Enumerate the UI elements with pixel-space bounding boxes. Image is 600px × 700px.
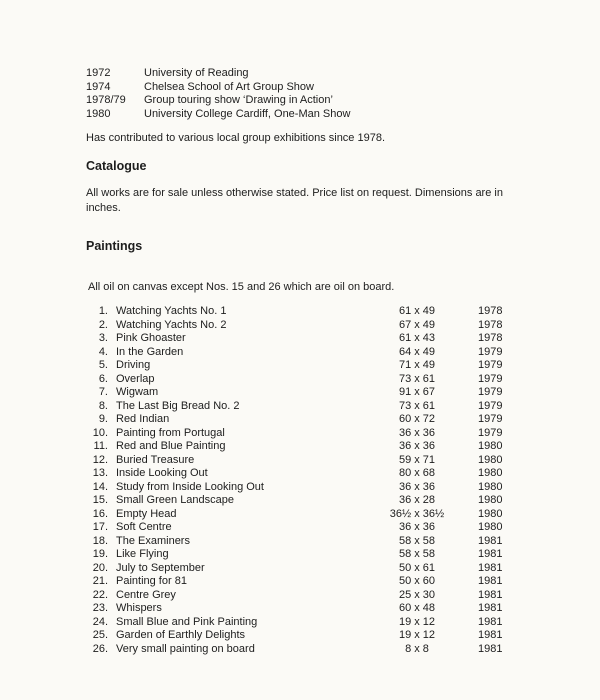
painting-number: 6. bbox=[98, 372, 108, 385]
painting-dimensions: 61 x 49 bbox=[398, 305, 436, 317]
painting-year: 1978 bbox=[478, 318, 503, 331]
exhibition-text: University College Cardiff, One-Man Show bbox=[144, 107, 351, 120]
painting-title: Driving bbox=[116, 359, 151, 371]
painting-dimensions: 36 x 36 bbox=[398, 480, 436, 493]
painting-number: 8. bbox=[98, 399, 108, 412]
painting-title: Empty Head bbox=[116, 507, 177, 520]
painting-title: Like Flying bbox=[116, 548, 169, 560]
painting-title: Small Green Landscape bbox=[116, 494, 235, 506]
painting-row bbox=[86, 521, 526, 535]
contributed-note: Has contributed to various local group exhibitions since 1978. bbox=[86, 132, 386, 144]
painting-title: Red and Blue Painting bbox=[116, 440, 226, 452]
painting-dimensions: 36 x 28 bbox=[398, 494, 436, 506]
painting-year: 1980 bbox=[478, 453, 503, 466]
painting-year: 1978 bbox=[478, 332, 503, 344]
painting-row bbox=[86, 575, 526, 589]
painting-dimensions: 36 x 36 bbox=[398, 521, 436, 533]
exhibition-text: University of Reading bbox=[144, 67, 249, 79]
painting-row bbox=[86, 440, 526, 454]
painting-row bbox=[86, 602, 526, 616]
painting-dimensions: 36 x 36 bbox=[398, 440, 436, 452]
exhibition-text: Chelsea School of Art Group Show bbox=[144, 80, 314, 93]
painting-number: 17. bbox=[92, 521, 108, 533]
painting-title: Red Indian bbox=[116, 413, 170, 425]
painting-number: 11. bbox=[93, 440, 108, 452]
painting-year: 1979 bbox=[478, 426, 503, 439]
catalogue-note: All works are for sale unless otherwise stated. Price list on request. Dimensions are in inches. bbox=[86, 187, 503, 214]
painting-title: Centre Grey bbox=[116, 588, 176, 601]
painting-year: 1981 bbox=[478, 534, 503, 547]
painting-row bbox=[86, 535, 526, 549]
painting-title: Buried Treasure bbox=[116, 453, 195, 466]
painting-number: 26. bbox=[92, 642, 108, 655]
painting-dimensions: 50 x 60 bbox=[398, 575, 436, 587]
painting-dimensions: 60 x 48 bbox=[398, 602, 436, 614]
painting-dimensions: 60 x 72 bbox=[398, 413, 436, 425]
painting-year: 1979 bbox=[478, 359, 503, 371]
painting-row bbox=[86, 373, 526, 387]
painting-title: Watching Yachts No. 2 bbox=[116, 318, 227, 331]
painting-dimensions: 61 x 43 bbox=[398, 332, 436, 344]
painting-title: Garden of Earthly Delights bbox=[116, 629, 246, 641]
painting-number: 23. bbox=[92, 602, 108, 614]
painting-year: 1980 bbox=[478, 507, 503, 520]
painting-dimensions: 67 x 49 bbox=[398, 318, 436, 331]
painting-year: 1979 bbox=[478, 399, 503, 412]
exhibition-year: 1974 bbox=[86, 80, 111, 93]
painting-row bbox=[86, 319, 526, 333]
painting-row bbox=[86, 305, 526, 319]
painting-row bbox=[86, 589, 526, 603]
exhibition-row bbox=[86, 94, 350, 108]
painting-row bbox=[86, 400, 526, 414]
painting-year: 1981 bbox=[478, 629, 503, 641]
painting-number: 9. bbox=[98, 413, 108, 425]
painting-row bbox=[86, 643, 526, 657]
painting-year: 1979 bbox=[478, 413, 503, 425]
painting-dimensions: 19 x 12 bbox=[398, 629, 436, 641]
painting-number: 19. bbox=[92, 548, 108, 560]
painting-number: 7. bbox=[98, 386, 108, 398]
painting-year: 1981 bbox=[478, 602, 503, 614]
painting-dimensions: 25 x 30 bbox=[398, 588, 436, 601]
painting-number: 14. bbox=[92, 480, 108, 493]
exhibition-row bbox=[86, 67, 350, 81]
painting-year: 1980 bbox=[478, 440, 503, 452]
painting-number: 21. bbox=[92, 575, 108, 587]
painting-title: Small Blue and Pink Painting bbox=[116, 615, 258, 628]
painting-title: Painting from Portugal bbox=[116, 426, 225, 439]
painting-title: Pink Ghoaster bbox=[116, 332, 186, 344]
painting-number: 25. bbox=[92, 629, 108, 641]
painting-year: 1981 bbox=[478, 561, 503, 574]
exhibition-year: 1972 bbox=[86, 67, 111, 79]
painting-dimensions: 64 x 49 bbox=[398, 345, 436, 358]
painting-dimensions: 73 x 61 bbox=[398, 372, 436, 385]
painting-number: 13. bbox=[92, 467, 108, 479]
paintings-note: All oil on canvas except Nos. 15 and 26 which are oil on board. bbox=[88, 281, 395, 293]
painting-title: The Examiners bbox=[116, 534, 190, 547]
painting-row bbox=[86, 346, 526, 360]
painting-dimensions: 36½ x 36½ bbox=[389, 507, 445, 520]
painting-row bbox=[86, 454, 526, 468]
painting-dimensions: 91 x 67 bbox=[398, 386, 436, 398]
painting-row bbox=[86, 548, 526, 562]
painting-row bbox=[86, 386, 526, 400]
painting-year: 1980 bbox=[478, 494, 503, 506]
painting-year: 1980 bbox=[478, 521, 503, 533]
painting-year: 1979 bbox=[478, 345, 503, 358]
painting-title: Very small painting on board bbox=[116, 642, 255, 655]
painting-row bbox=[86, 332, 526, 346]
exhibition-row bbox=[86, 108, 350, 122]
painting-number: 20. bbox=[92, 561, 108, 574]
painting-dimensions: 58 x 58 bbox=[398, 534, 436, 547]
painting-year: 1981 bbox=[478, 575, 503, 587]
painting-number: 16. bbox=[92, 507, 108, 520]
exhibition-year: 1978/79 bbox=[86, 94, 126, 106]
painting-number: 22. bbox=[92, 588, 108, 601]
painting-title: The Last Big Bread No. 2 bbox=[116, 399, 240, 412]
painting-year: 1979 bbox=[478, 372, 503, 385]
painting-dimensions: 73 x 61 bbox=[398, 399, 436, 412]
painting-year: 1981 bbox=[478, 548, 503, 560]
painting-row bbox=[86, 616, 526, 630]
painting-row bbox=[86, 413, 526, 427]
painting-row bbox=[86, 359, 526, 373]
painting-number: 5. bbox=[98, 359, 108, 371]
painting-dimensions: 80 x 68 bbox=[398, 467, 436, 479]
painting-dimensions: 59 x 71 bbox=[398, 453, 436, 466]
paintings-heading: Paintings bbox=[86, 239, 143, 253]
painting-year: 1980 bbox=[478, 467, 503, 479]
painting-title: July to September bbox=[116, 561, 205, 574]
painting-row bbox=[86, 427, 526, 441]
painting-title: Painting for 81 bbox=[116, 575, 187, 587]
painting-title: Whispers bbox=[116, 602, 162, 614]
painting-dimensions: 36 x 36 bbox=[398, 426, 436, 439]
painting-dimensions: 71 x 49 bbox=[398, 359, 436, 371]
painting-row bbox=[86, 467, 526, 481]
painting-row bbox=[86, 508, 526, 522]
painting-title: Inside Looking Out bbox=[116, 467, 208, 479]
painting-number: 10. bbox=[92, 426, 108, 439]
painting-number: 24. bbox=[92, 615, 108, 628]
exhibition-row bbox=[86, 81, 350, 95]
painting-dimensions: 50 x 61 bbox=[398, 561, 436, 574]
exhibition-text: Group touring show ‘Drawing in Action’ bbox=[144, 94, 333, 106]
catalogue-heading: Catalogue bbox=[86, 159, 147, 173]
painting-title: Wigwam bbox=[116, 386, 159, 398]
painting-year: 1980 bbox=[478, 480, 503, 493]
painting-dimensions: 58 x 58 bbox=[398, 548, 436, 560]
exhibition-year: 1980 bbox=[86, 107, 111, 120]
exhibition-history bbox=[86, 67, 350, 121]
painting-year: 1979 bbox=[478, 386, 503, 398]
painting-number: 3. bbox=[98, 332, 108, 344]
painting-year: 1981 bbox=[478, 615, 503, 628]
painting-title: Study from Inside Looking Out bbox=[116, 480, 264, 493]
painting-number: 15. bbox=[92, 494, 108, 506]
painting-row bbox=[86, 494, 526, 508]
painting-number: 12. bbox=[92, 453, 108, 466]
painting-dimensions: 8 x 8 bbox=[405, 642, 429, 655]
painting-dimensions: 19 x 12 bbox=[398, 615, 436, 628]
painting-year: 1981 bbox=[478, 642, 503, 655]
painting-number: 18. bbox=[92, 534, 108, 547]
painting-title: In the Garden bbox=[116, 345, 184, 358]
painting-number: 1. bbox=[98, 305, 108, 317]
painting-year: 1981 bbox=[478, 588, 503, 601]
painting-row bbox=[86, 562, 526, 576]
painting-row bbox=[86, 481, 526, 495]
painting-title: Watching Yachts No. 1 bbox=[116, 305, 227, 317]
painting-number: 4. bbox=[98, 345, 108, 358]
painting-row bbox=[86, 629, 526, 643]
painting-year: 1978 bbox=[478, 305, 503, 317]
painting-title: Overlap bbox=[116, 372, 155, 385]
painting-number: 2. bbox=[98, 318, 108, 331]
painting-title: Soft Centre bbox=[116, 521, 172, 533]
painting-list bbox=[86, 305, 526, 656]
